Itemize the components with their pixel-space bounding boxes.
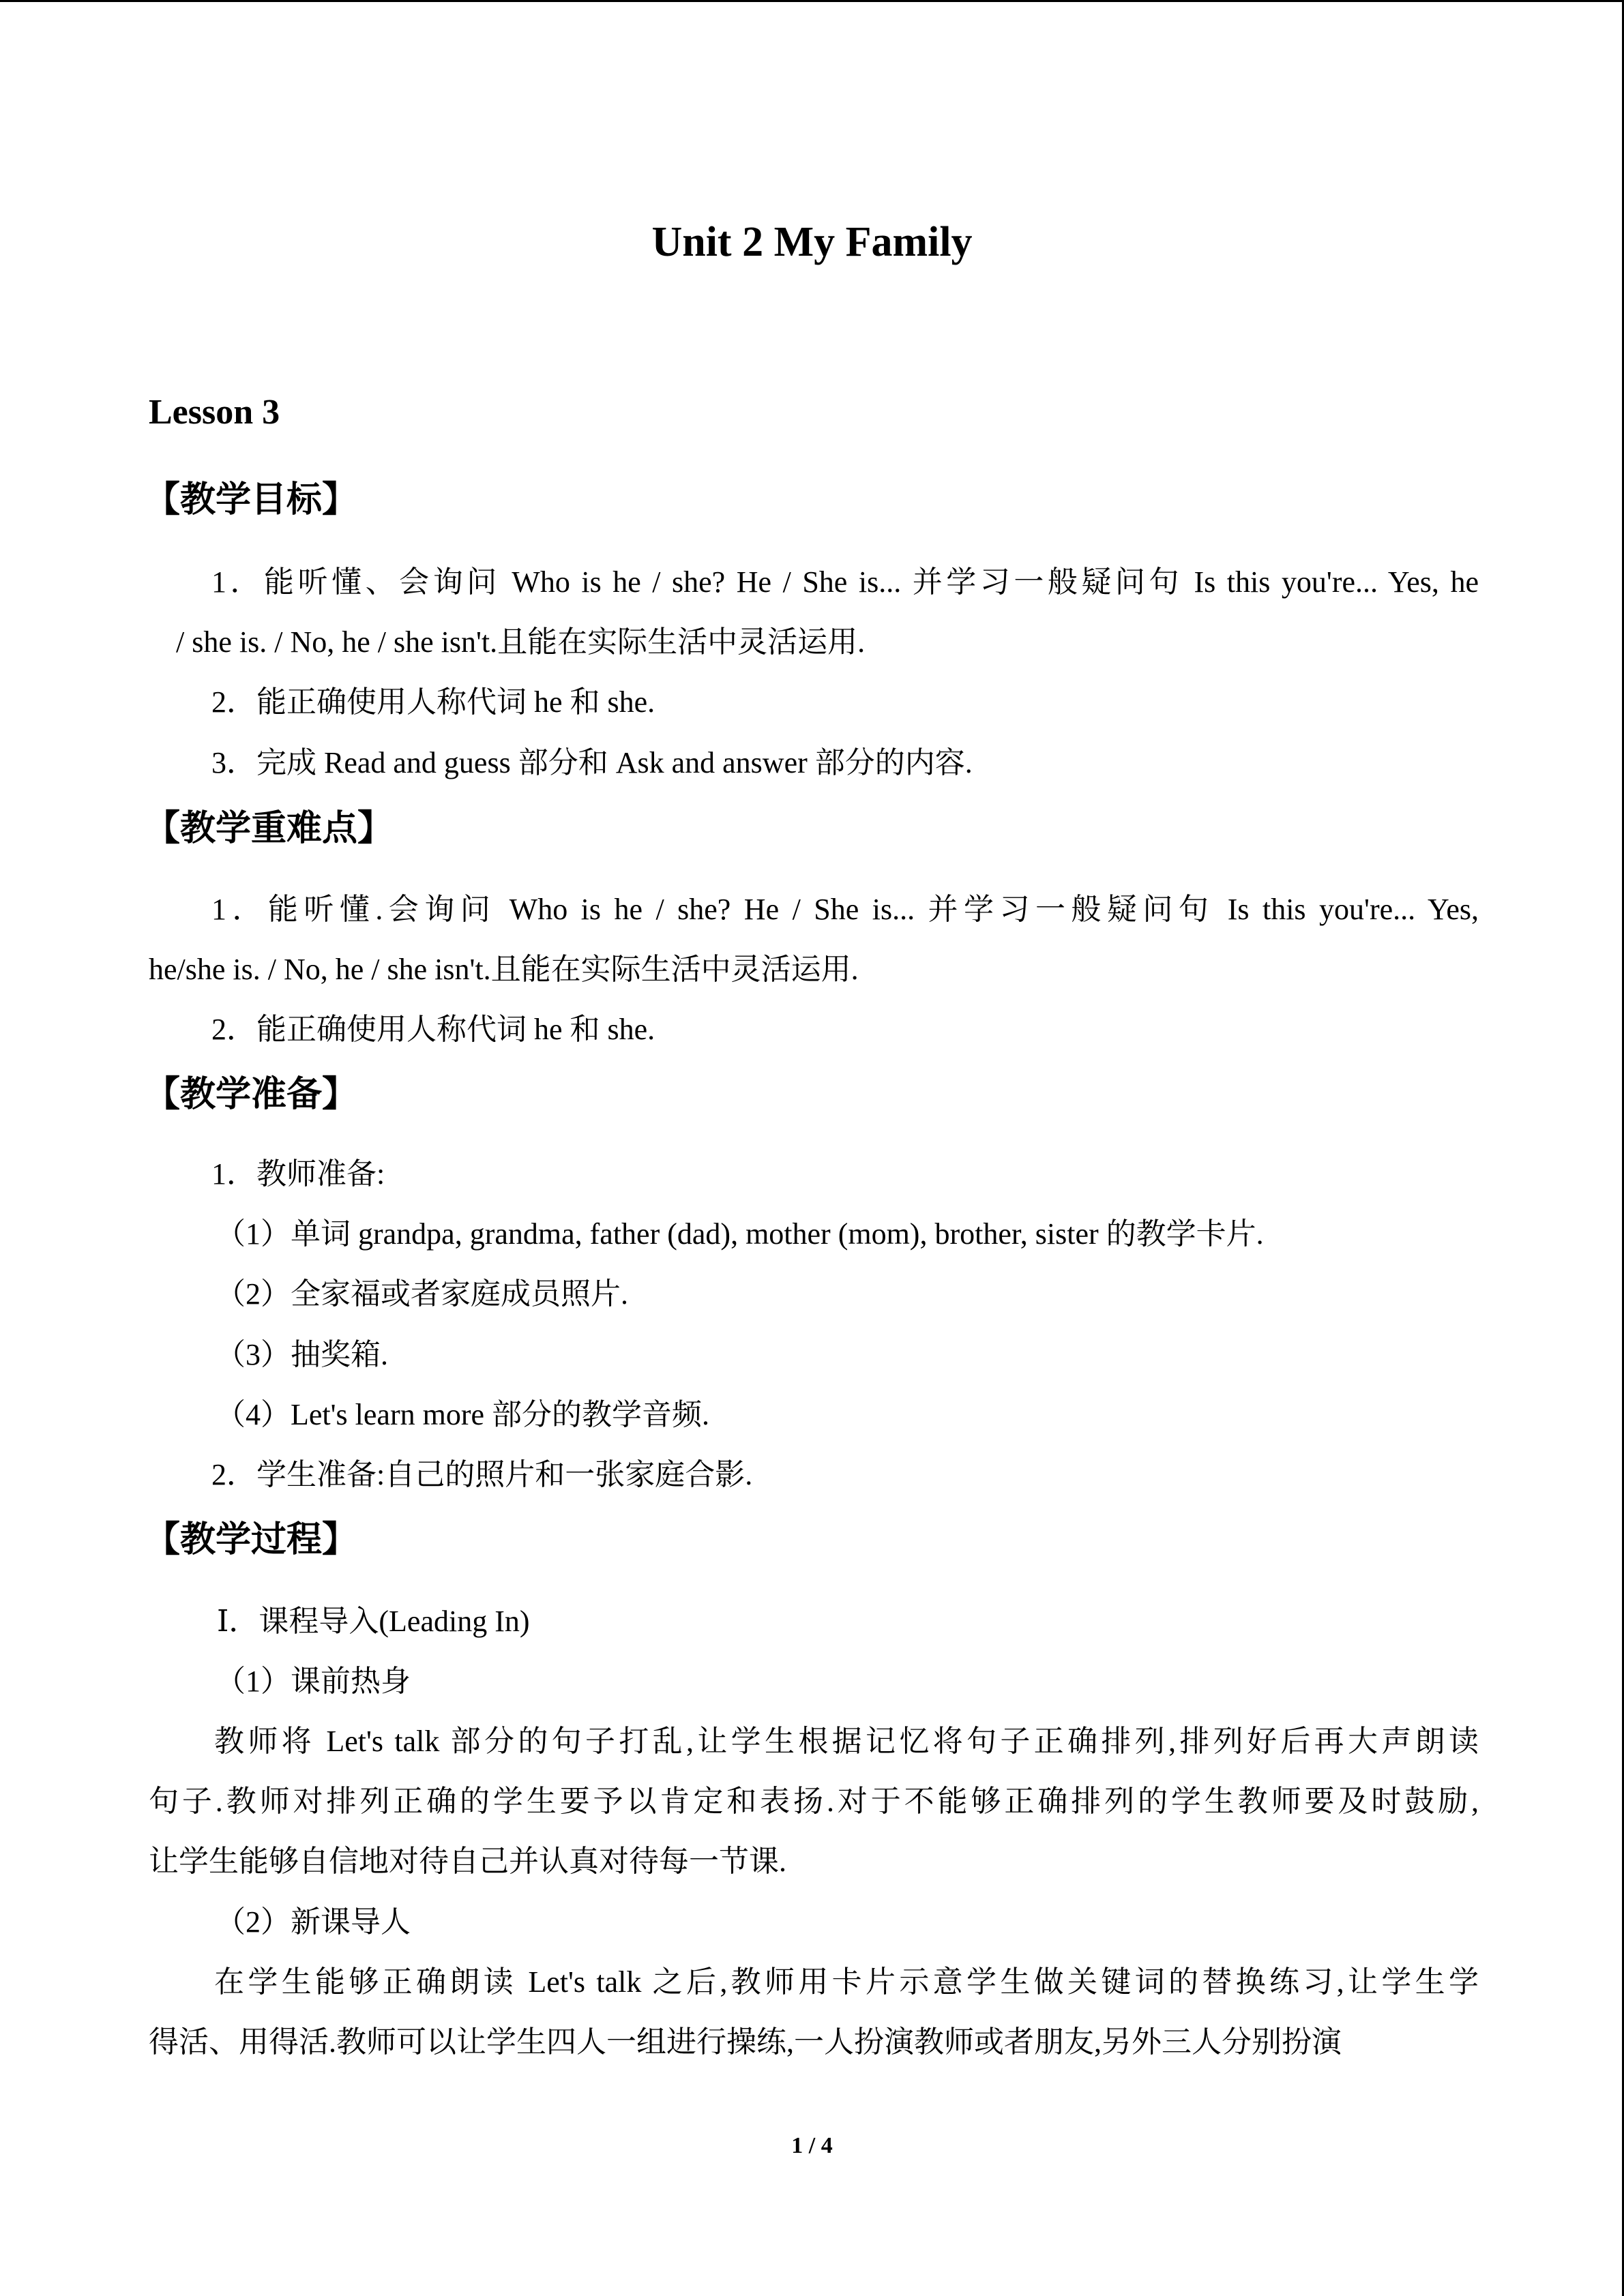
process-para-1b: 句子.教师对排列正确的学生要予以肯定和表扬.对于不能够正确排列的学生教师要及时鼓励, [149,1785,1479,1818]
goals-line-1a: 1．能听懂、会询问 Who is he / she? He / She is... 并学习一般疑问句 Is this you're... Yes, he [211,565,1479,599]
process-para-2a: 在学生能够正确朗读 Let's talk 之后,教师用卡片示意学生做关键词的替换练习,让学生学 [214,1965,1479,1999]
goals-heading: 【教学目标】 [145,479,358,520]
page-title: Unit 2 My Family [651,219,973,265]
preparation-item-4: （4）Let's learn more 部分的教学音频. [216,1398,710,1431]
process-sub-1: （1）课前热身 [216,1665,411,1698]
process-part-1: Ⅰ．课程导入(Leading In) [217,1605,530,1638]
process-para-1c: 让学生能够自信地对待自己并认真对待每一节课. [149,1845,786,1878]
key-points-line-1b: he/she is. / No, he / she isn't.且能在实际生活中灵活运用. [149,953,859,986]
goals-line-3: 3．完成 Read and guess 部分和 Ask and answer 部分的内容. [211,746,973,779]
key-points-heading: 【教学重难点】 [145,808,394,849]
page-border-top [0,0,1624,2]
lesson-heading: Lesson 3 [149,393,280,432]
process-sub-2: （2）新课导人 [216,1905,411,1939]
page-number: 1 / 4 [791,2133,833,2158]
preparation-item-3: （3）抽奖箱. [216,1338,388,1371]
preparation-line-1: 1．教师准备: [211,1157,385,1191]
preparation-heading: 【教学准备】 [145,1074,358,1115]
process-para-2b: 得活、用得活.教师可以让学生四人一组进行操练,一人扮演教师或者朋友,另外三人分别扮演 [149,2025,1342,2059]
key-points-line-1a: 1．能听懂.会询问 Who is he / she? He / She is... 并学习一般疑问句 Is this you're... Yes, [211,893,1479,926]
preparation-line-2: 2．学生准备:自己的照片和一张家庭合影. [211,1458,753,1491]
goals-line-2: 2．能正确使用人称代词 he 和 she. [211,685,655,719]
preparation-item-1: （1）单词 grandpa, grandma, father (dad), mother (mom), brother, sister 的教学卡片. [216,1217,1264,1251]
goals-line-1b: / she is. / No, he / she isn't.且能在实际生活中灵活运用. [176,625,866,659]
preparation-item-2: （2）全家福或者家庭成员照片. [216,1277,628,1311]
process-heading: 【教学过程】 [145,1519,358,1560]
key-points-line-2: 2．能正确使用人称代词 he 和 she. [211,1013,655,1046]
process-para-1a: 教师将 Let's talk 部分的句子打乱,让学生根据记忆将句子正确排列,排列好后再大声朗读 [214,1725,1479,1758]
